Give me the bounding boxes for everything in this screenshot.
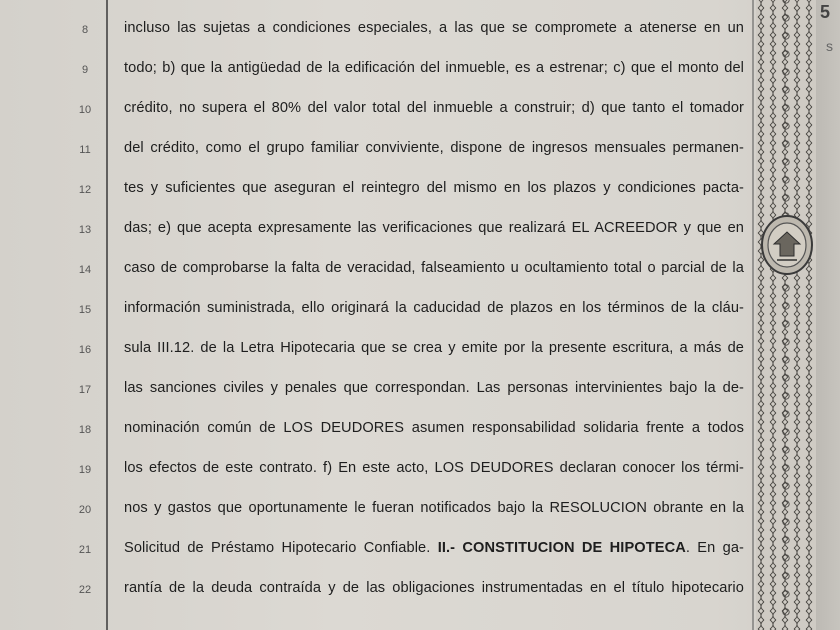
text-line <box>0 58 760 98</box>
text-line <box>0 378 760 418</box>
line-text: rantía de la deuda contraída y de las obligaciones instrumentadas en el título hipotecario <box>124 580 744 596</box>
text-line <box>0 218 760 258</box>
text-line <box>0 138 760 178</box>
line-text-mixed <box>124 540 744 556</box>
edge-mark: s <box>826 38 833 54</box>
line-text: los efectos de este contrato. f) En este acto, LOS DEUDORES declaran conocer los térmi- <box>124 460 744 476</box>
line-number: 8 <box>81 24 89 36</box>
line-text: nominación común de LOS DEUDORES asumen responsabilidad solidaria frente a todos <box>124 420 744 436</box>
line-number: 15 <box>78 304 92 316</box>
line-text: crédito, no supera el 80% del valor total del inmueble a construir; d) que tanto el tomador <box>124 100 744 116</box>
text-line <box>0 178 760 218</box>
line-text: las sanciones civiles y penales que correspondan. Las personas intervinientes bajo la de- <box>124 380 744 396</box>
line-text: tes y suficientes que aseguran el reintegro del mismo en los plazos y condiciones pacta- <box>124 180 744 196</box>
line-number: 13 <box>78 224 92 236</box>
line-number: 19 <box>78 464 92 476</box>
line-text-part: . En ga- <box>685 540 744 556</box>
text-line <box>0 458 760 498</box>
text-line <box>0 18 760 58</box>
page-edge-shadow <box>816 0 840 630</box>
line-number: 18 <box>78 424 92 436</box>
notarial-seal <box>760 214 814 281</box>
corner-mark: 5 <box>820 2 831 22</box>
line-text: del crédito, como el grupo familiar conviviente, dispone de ingresos mensuales permanen- <box>124 140 744 156</box>
line-number: 9 <box>81 64 89 76</box>
line-text: información suministrada, ello originará la caducidad de plazos en los términos de la cláu- <box>124 300 744 316</box>
line-number: 20 <box>78 504 92 516</box>
line-number: 12 <box>78 184 92 196</box>
text-line <box>0 98 760 138</box>
text-line <box>0 538 760 578</box>
text-line <box>0 338 760 378</box>
guilloche-border <box>756 0 816 630</box>
section-heading: II.- CONSTITUCION DE HIPOTECA <box>437 540 686 556</box>
text-line <box>0 418 760 458</box>
line-text: sula III.12. de la Letra Hipotecaria que se crea y emite por la presente escritura, a más de <box>124 340 744 356</box>
line-text: todo; b) que la antigüedad de la edificación del inmueble, es a estrenar; c) que el monto del <box>124 60 744 76</box>
text-line <box>0 258 760 298</box>
line-number: 14 <box>78 264 92 276</box>
line-text: incluso las sujetas a condiciones especiales, a las que se compromete a atenerse en un <box>124 20 744 36</box>
line-text-part: Solicitud de Préstamo Hipotecario Confiable. <box>124 540 431 556</box>
line-number: 22 <box>78 584 92 596</box>
text-line <box>0 578 760 618</box>
line-number: 11 <box>79 144 91 156</box>
text-line <box>0 498 760 538</box>
line-number: 17 <box>78 384 92 396</box>
line-number: 16 <box>78 344 92 356</box>
line-number: 10 <box>78 104 92 116</box>
line-text: das; e) que acepta expresamente las verificaciones que realizará EL ACREEDOR y que en <box>124 220 744 236</box>
text-line <box>0 298 760 338</box>
line-number: 21 <box>78 544 92 556</box>
line-text: nos y gastos que oportunamente le fueran notificados bajo la RESOLUCION obrante en la <box>124 500 744 516</box>
line-text: caso de comprobarse la falta de veracidad, falseamiento u ocultamiento total o parcial de la <box>124 260 744 276</box>
